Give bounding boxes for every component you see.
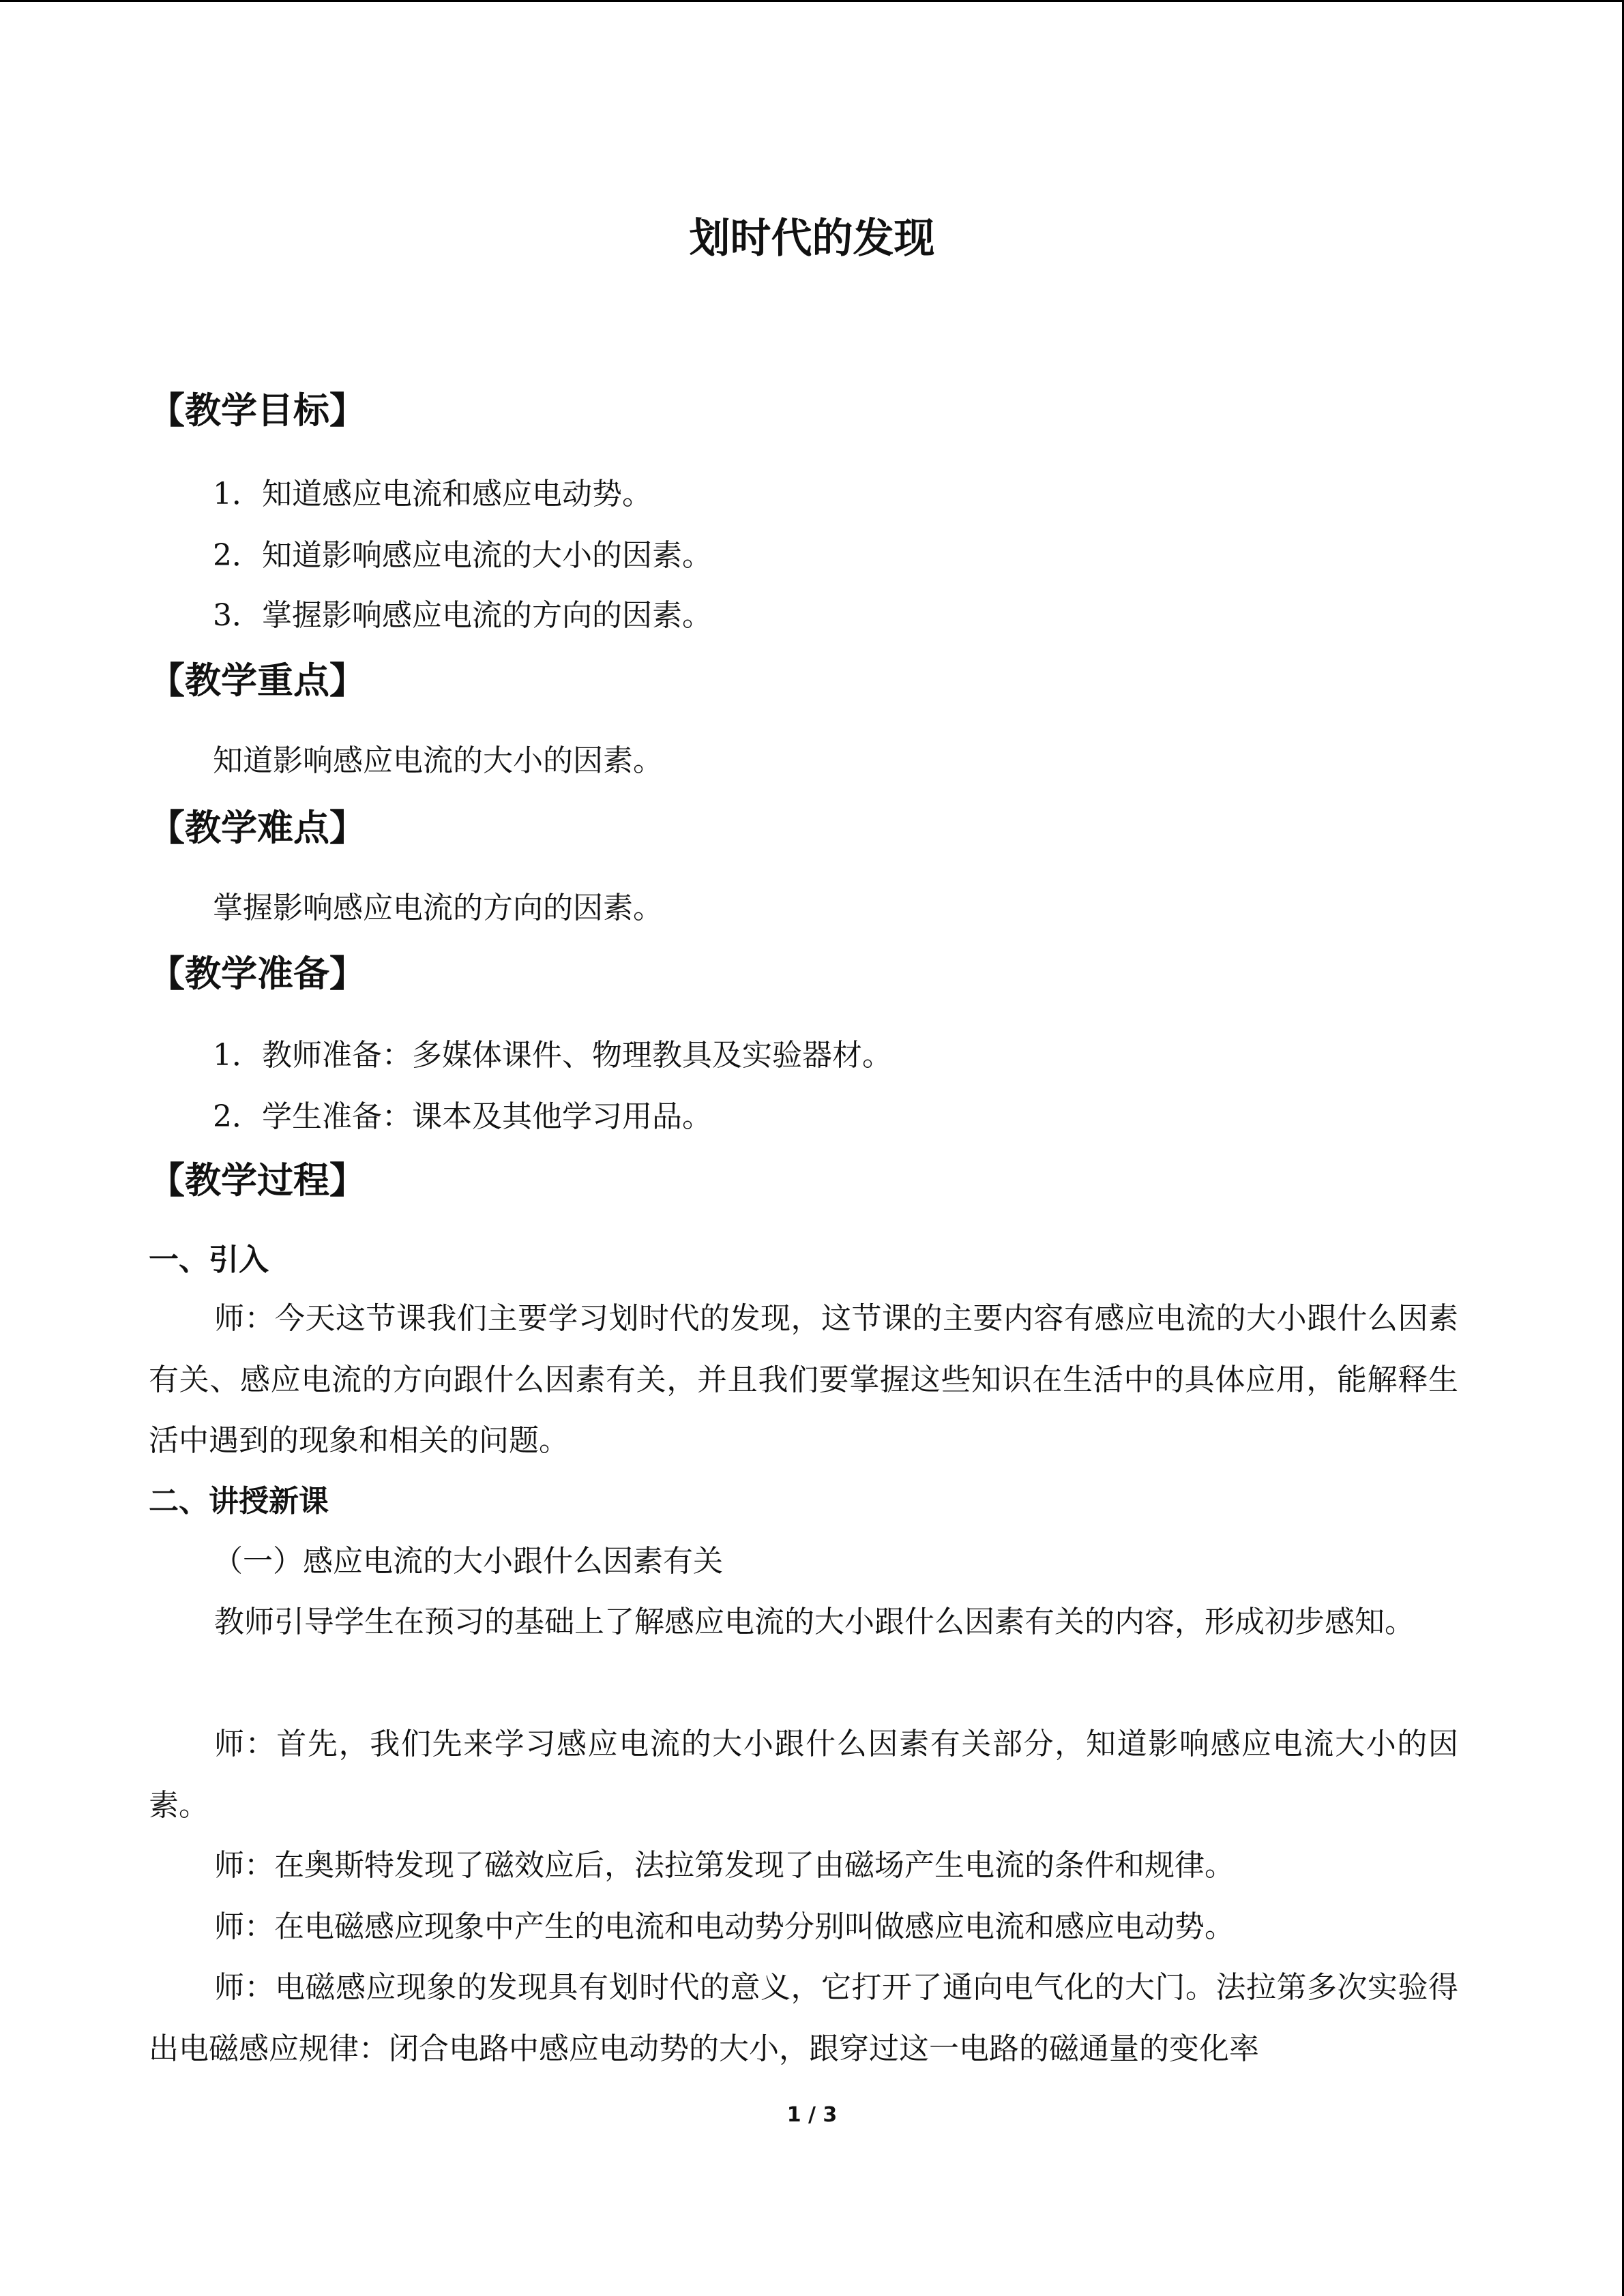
heading-process: 【教学过程】 [149, 1160, 366, 1202]
preparation-item: 2．学生准备：课本及其他学习用品。 [213, 1099, 712, 1134]
lesson-paragraph: 教师引导学生在预习的基础上了解感应电流的大小跟什么因素有关的内容，形成初步感知。 [214, 1605, 1415, 1639]
lesson-paragraph: 师：首先，我们先来学习感应电流的大小跟什么因素有关部分，知道影响感应电流大小的因素。 [149, 1727, 1458, 1823]
lesson-paragraph: 师：在奥斯特发现了磁效应后，法拉第发现了由磁场产生电流的条件和规律。 [214, 1848, 1235, 1883]
new-lesson-heading: 二、讲授新课 [149, 1484, 329, 1519]
lesson-paragraph: 师：电磁感应现象的发现具有划时代的意义，它打开了通向电气化的大门。法拉第多次实验得出电磁感应规律：闭合电路中感应电动势的大小，跟穿过这一电路的磁通量的变化率 [149, 1970, 1458, 2066]
objective-item: 2．知道影响感应电流的大小的因素。 [213, 538, 712, 573]
lesson-paragraph: 师：在电磁感应现象中产生的电流和电动势分别叫做感应电流和感应电动势。 [214, 1909, 1235, 1944]
objective-item: 1．知道感应电流和感应电动势。 [213, 477, 652, 511]
difficulty-text: 掌握影响感应电流的方向的因素。 [213, 891, 663, 925]
preparation-item: 1．教师准备：多媒体课件、物理教具及实验器材。 [213, 1038, 892, 1073]
key-point-text: 知道影响感应电流的大小的因素。 [213, 743, 663, 778]
subsection-title: （一）感应电流的大小跟什么因素有关 [213, 1544, 723, 1579]
heading-key-point: 【教学重点】 [149, 660, 366, 702]
intro-paragraph: 师：今天这节课我们主要学习划时代的发现，这节课的主要内容有感应电流的大小跟什么因素有关、感应电流的方向跟什么因素有关，并且我们要掌握这些知识在生活中的具体应用，能解释生活中遇到的现象和相关的问题。 [149, 1301, 1458, 1458]
objective-item: 3．掌握影响感应电流的方向的因素。 [213, 598, 712, 633]
page-number: 1 / 3 [786, 2103, 838, 2127]
intro-heading: 一、引入 [149, 1242, 269, 1277]
heading-objectives: 【教学目标】 [149, 390, 366, 432]
heading-difficulty: 【教学难点】 [149, 807, 366, 849]
document-title: 划时代的发现 [689, 215, 935, 263]
heading-preparation: 【教学准备】 [149, 953, 366, 995]
